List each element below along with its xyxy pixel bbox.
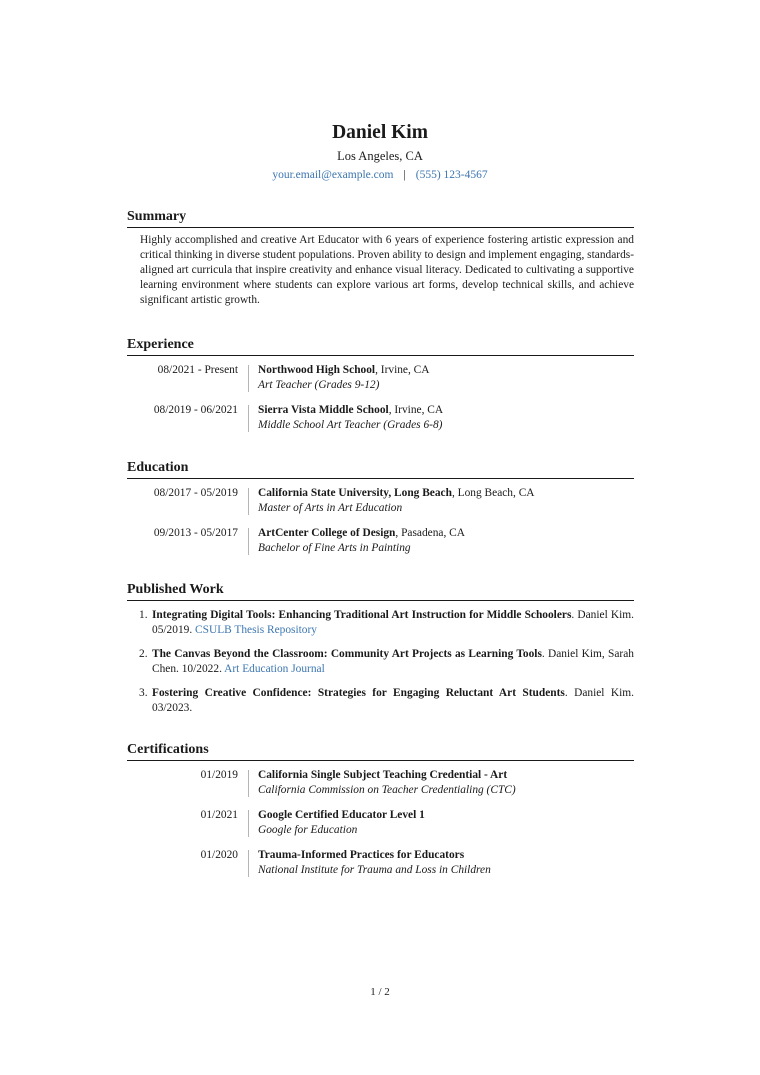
experience-entry	[127, 403, 634, 443]
certification-name: Trauma-Informed Practices for Educators	[258, 849, 465, 861]
publication-item	[127, 647, 634, 677]
published-work-section	[127, 581, 634, 725]
publication-link[interactable]: CSULB Thesis Repository	[195, 624, 317, 636]
entry-date: 01/2020	[200, 849, 238, 861]
entry-date: 01/2021	[200, 809, 238, 821]
entry-location: , Irvine, CA	[388, 404, 444, 416]
entry-divider	[248, 365, 249, 392]
entry-date: 08/2019 - 06/2021	[153, 404, 238, 416]
entry-date: 09/2013 - 05/2017	[153, 527, 238, 539]
entry-divider	[248, 405, 249, 432]
page-number: 1 / 2	[370, 986, 390, 998]
education-heading: Education	[127, 459, 634, 479]
summary-heading: Summary	[127, 208, 634, 228]
publication-item	[127, 686, 634, 716]
entry-location: , Irvine, CA	[375, 364, 430, 376]
publication-details: . Daniel Kim, Sarah Chen. 10/2022.	[152, 648, 634, 675]
certification-issuer: National Institute for Trauma and Loss in Children	[258, 864, 491, 876]
certification-issuer: Google for Education	[258, 824, 358, 836]
experience-heading: Experience	[127, 336, 634, 356]
certification-entry	[127, 808, 634, 848]
publication-item	[127, 608, 634, 638]
publication-number: 2.	[139, 648, 148, 660]
resume-header	[0, 121, 760, 184]
certification-entry	[127, 848, 634, 888]
entry-body	[258, 403, 634, 433]
entry-location: , Pasadena, CA	[395, 527, 465, 539]
experience-entry	[127, 363, 634, 403]
education-section	[127, 459, 634, 566]
entry-role: Art Teacher (Grades 9-12)	[258, 379, 380, 391]
education-entry	[127, 526, 634, 566]
entry-degree: Master of Arts in Art Education	[258, 502, 403, 514]
entry-body	[258, 526, 634, 556]
entry-body	[258, 848, 634, 878]
entry-organization: Northwood High School	[258, 364, 376, 376]
entry-date: 01/2019	[200, 769, 238, 781]
phone-link[interactable]: (555) 123-4567	[415, 169, 488, 181]
entry-location: , Long Beach, CA	[451, 487, 535, 499]
entry-body	[258, 486, 634, 516]
publication-title: Fostering Creative Confidence: Strategies for Engaging Reluctant Art Students	[152, 687, 565, 699]
publication-details: . Daniel Kim. 03/2023.	[152, 687, 634, 714]
certifications-section	[127, 741, 634, 888]
publication-title: The Canvas Beyond the Classroom: Community Art Projects as Learning Tools	[152, 648, 542, 660]
entry-divider	[248, 528, 249, 555]
entry-body	[258, 363, 634, 393]
entry-organization: ArtCenter College of Design	[258, 527, 396, 539]
entry-date: 08/2017 - 05/2019	[153, 487, 238, 499]
publication-number: 3.	[139, 687, 148, 699]
publication-number: 1.	[139, 609, 148, 621]
entry-role: Middle School Art Teacher (Grades 6-8)	[258, 419, 443, 431]
contact-separator: |	[403, 169, 406, 181]
summary-text: Highly accomplished and creative Art Educator with 6 years of experience fostering artistic expression and critical thinking in diverse student populations. Proven ability to design and implement engaging, standards-aligned art curricula that inspire creativity and enhance visual literacy. Dedicated to cultivating a supportive learning environment where students can explore various art forms, develop technical skills, and achieve significant artistic growth.	[140, 234, 634, 306]
entry-divider	[248, 488, 249, 515]
candidate-name: Daniel Kim	[332, 122, 428, 143]
education-entry	[127, 486, 634, 526]
certification-name: California Single Subject Teaching Credential - Art	[258, 769, 508, 781]
certifications-heading: Certifications	[127, 741, 634, 761]
experience-section	[127, 336, 634, 443]
summary-section	[127, 208, 634, 308]
entry-body	[258, 768, 634, 798]
published-work-heading: Published Work	[127, 581, 634, 601]
email-link[interactable]: your.email@example.com	[272, 169, 394, 181]
publication-list	[127, 608, 634, 716]
publication-details: . Daniel Kim. 05/2019.	[152, 609, 634, 636]
publication-title: Integrating Digital Tools: Enhancing Traditional Art Instruction for Middle Schoolers	[152, 609, 572, 621]
certification-entry	[127, 768, 634, 808]
entry-organization: California State University, Long Beach	[258, 487, 452, 499]
entry-date: 08/2021 - Present	[157, 364, 238, 376]
certification-issuer: California Commission on Teacher Credentialing (CTC)	[258, 784, 516, 796]
publication-link[interactable]: Art Education Journal	[224, 663, 325, 675]
entry-body	[258, 808, 634, 838]
contact-line	[0, 166, 760, 184]
certification-name: Google Certified Educator Level 1	[258, 809, 425, 821]
entry-divider	[248, 770, 249, 797]
candidate-location: Los Angeles, CA	[337, 149, 423, 163]
entry-organization: Sierra Vista Middle School	[258, 404, 389, 416]
entry-divider	[248, 810, 249, 837]
entry-degree: Bachelor of Fine Arts in Painting	[258, 542, 411, 554]
entry-divider	[248, 850, 249, 877]
